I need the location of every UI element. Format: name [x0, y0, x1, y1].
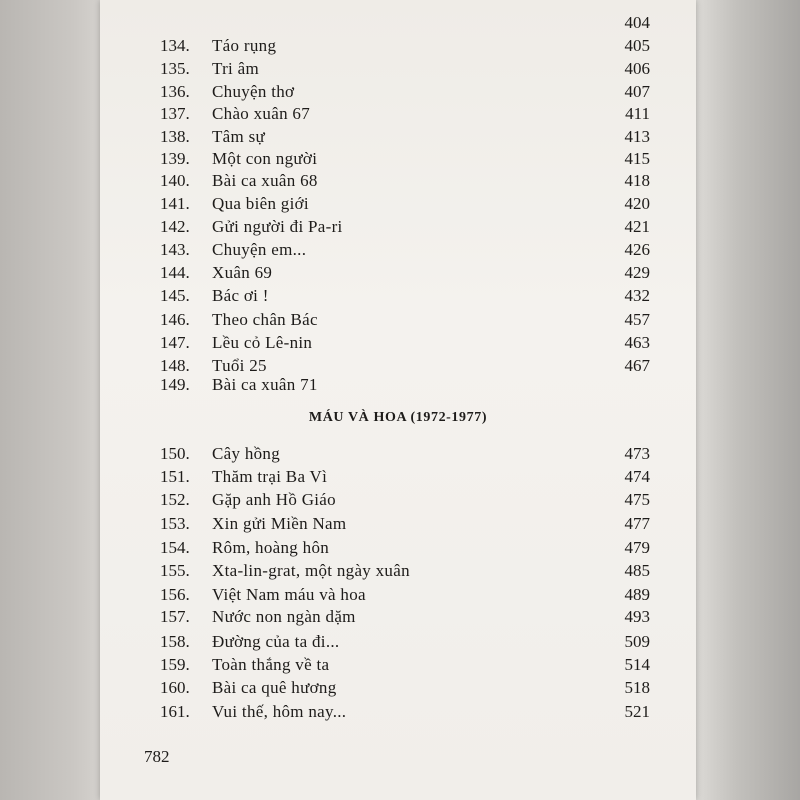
toc-title: Cây hồng [212, 444, 281, 463]
toc-number: 136. [160, 82, 190, 101]
toc-number: 155. [160, 561, 190, 580]
toc-number: 159. [160, 655, 190, 674]
toc-title: Nước non ngàn dặm [212, 607, 356, 626]
toc-page: 493 [624, 607, 650, 626]
toc-page: 485 [624, 561, 650, 580]
toc-number: 148. [160, 356, 190, 375]
toc-title: Bài ca xuân 71 [212, 375, 318, 394]
toc-title: Gửi người đi Pa-ri [212, 217, 343, 236]
toc-entry [100, 537, 696, 559]
toc-page: 429 [624, 263, 650, 282]
toc-entry [100, 332, 696, 354]
toc-entry [100, 584, 696, 606]
toc-page: 475 [624, 490, 650, 509]
toc-number: 153. [160, 514, 190, 533]
toc-entry [100, 513, 696, 535]
toc-entry [100, 443, 696, 465]
toc-entry [100, 654, 696, 676]
toc-title: Theo chân Bác [212, 310, 318, 329]
toc-number: 146. [160, 310, 190, 329]
toc-number: 141. [160, 194, 190, 213]
toc-page: 463 [624, 333, 650, 352]
toc-entry [100, 560, 696, 582]
toc-entry [100, 193, 696, 215]
toc-number: 134. [160, 36, 190, 55]
toc-entry [100, 374, 696, 396]
toc-number: 144. [160, 263, 190, 282]
toc-number: 143. [160, 240, 190, 259]
toc-title: Tri âm [212, 59, 259, 78]
toc-number: 156. [160, 585, 190, 604]
toc-entry [100, 285, 696, 307]
toc-entry [100, 216, 696, 238]
toc-entry [100, 309, 696, 331]
toc-page: 415 [624, 149, 650, 168]
toc-title: Bài ca quê hương [212, 678, 337, 697]
toc-entry [100, 466, 696, 488]
toc-title: Chào xuân 67 [212, 104, 311, 123]
toc-page: 457 [624, 310, 650, 329]
toc-title: Xta-lin-grat, một ngày xuân [212, 561, 410, 580]
toc-entry [100, 677, 696, 699]
toc-title: Vui thế, hôm nay... [212, 702, 347, 721]
toc-title: Chuyện em... [212, 240, 307, 259]
toc-page: 509 [624, 632, 650, 651]
toc-title: Chuyện thơ [212, 82, 295, 101]
toc-entry [100, 81, 696, 103]
toc-page: 477 [624, 514, 650, 533]
toc-number: 140. [160, 171, 190, 190]
toc-page: 521 [624, 702, 650, 721]
toc-title: Một con người [212, 149, 318, 168]
toc-title: Việt Nam máu và hoa [212, 585, 366, 604]
toc-number: 142. [160, 217, 190, 236]
background-left [0, 0, 104, 800]
toc-number: 138. [160, 127, 190, 146]
page-number: 782 [144, 747, 170, 766]
book-page [100, 0, 696, 800]
toc-title: Lều cỏ Lê-nin [212, 333, 313, 352]
toc-title: Táo rụng [212, 36, 277, 55]
toc-page: 518 [624, 678, 650, 697]
toc-entry [100, 170, 696, 192]
toc-page: 474 [624, 467, 650, 486]
toc-entry [100, 58, 696, 80]
toc-entry [100, 239, 696, 261]
toc-page: 405 [624, 36, 650, 55]
toc-number: 158. [160, 632, 190, 651]
toc-number: 149. [160, 375, 190, 394]
toc-page: 489 [624, 585, 650, 604]
toc-title: Bài ca xuân 68 [212, 171, 318, 190]
toc-title: Xuân 69 [212, 263, 273, 282]
toc-entry [100, 262, 696, 284]
toc-page: 407 [624, 82, 650, 101]
toc-number: 161. [160, 702, 190, 721]
toc-title: Tuổi 25 [212, 356, 267, 375]
toc-title: Gặp anh Hồ Giáo [212, 490, 336, 509]
toc-entry [100, 103, 696, 125]
toc-number: 135. [160, 59, 190, 78]
toc-entry [100, 126, 696, 148]
toc-page: 420 [624, 194, 650, 213]
toc-entry [100, 489, 696, 511]
toc-title: Qua biên giới [212, 194, 309, 213]
toc-title: Thăm trại Ba Vì [212, 467, 328, 486]
toc-page: 404 [624, 13, 650, 32]
toc-number: 150. [160, 444, 190, 463]
toc-page: 514 [624, 655, 650, 674]
toc-page: 411 [625, 104, 650, 123]
toc-number: 154. [160, 538, 190, 557]
toc-title: Xin gửi Miền Nam [212, 514, 347, 533]
toc-title: Rôm, hoàng hôn [212, 538, 330, 557]
toc-entry [100, 631, 696, 653]
toc-title: Toàn thắng về ta [212, 655, 330, 674]
toc-number: 160. [160, 678, 190, 697]
toc-page: 413 [624, 127, 650, 146]
toc-page: 473 [624, 444, 650, 463]
toc-page: 418 [624, 171, 650, 190]
toc-page: 406 [624, 59, 650, 78]
toc-number: 145. [160, 286, 190, 305]
toc-number: 137. [160, 104, 190, 123]
toc-number: 151. [160, 467, 190, 486]
background-right [696, 0, 800, 800]
toc-title: Đường của ta đi... [212, 632, 340, 651]
toc-entry [100, 148, 696, 170]
toc-title: Tâm sự [212, 127, 266, 146]
toc-page: 421 [624, 217, 650, 236]
toc-page: 426 [624, 240, 650, 259]
toc-title: Bác ơi ! [212, 286, 269, 305]
toc-carryover-row [100, 12, 696, 34]
toc-entry [100, 701, 696, 723]
toc-entry [100, 606, 696, 628]
toc-number: 157. [160, 607, 190, 626]
toc-page: 479 [624, 538, 650, 557]
toc-number: 147. [160, 333, 190, 352]
toc-page: 432 [624, 286, 650, 305]
toc-number: 139. [160, 149, 190, 168]
toc-entry [100, 35, 696, 57]
toc-page: 467 [624, 356, 650, 375]
section-heading: MÁU VÀ HOA (1972-1977) [308, 410, 488, 425]
toc-number: 152. [160, 490, 190, 509]
